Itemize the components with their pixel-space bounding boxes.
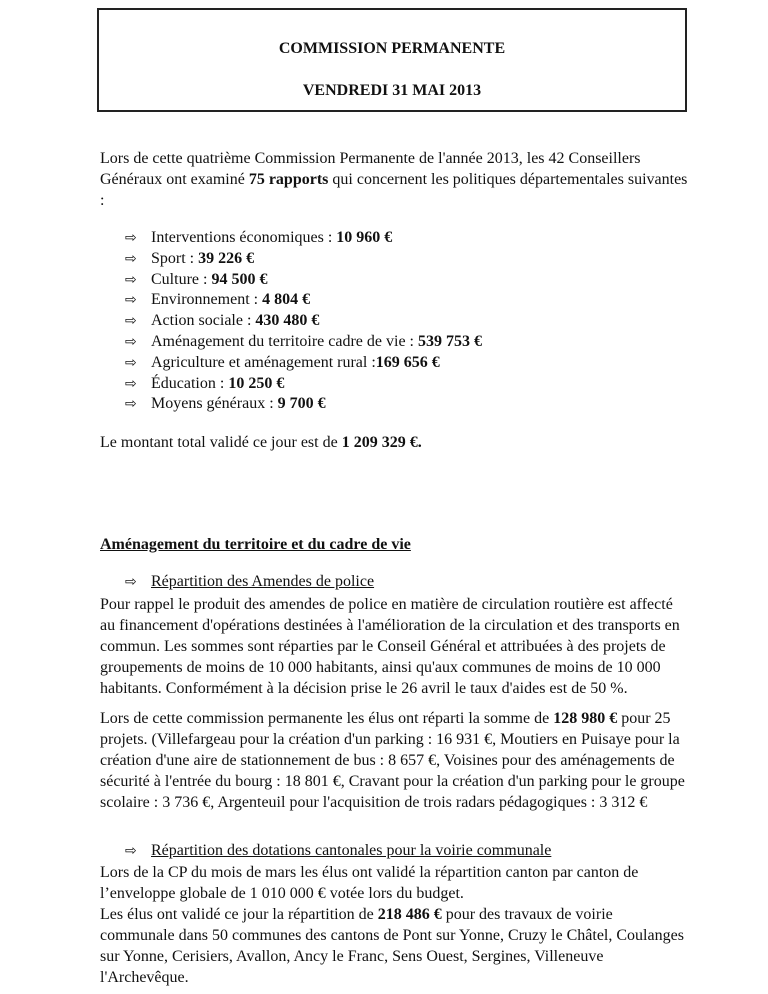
document-title: COMMISSION PERMANENTE bbox=[278, 40, 506, 57]
intro-text-bold: 75 rapports bbox=[248, 171, 329, 188]
policy-list bbox=[125, 228, 482, 415]
subsection-title: Répartition des Amendes de police bbox=[151, 573, 375, 590]
arrow-right-icon: ⇨ bbox=[125, 574, 137, 590]
policy-label: Action sociale : bbox=[151, 312, 256, 330]
arrow-right-icon: ⇨ bbox=[125, 843, 137, 859]
total-amount: 1 209 329 €. bbox=[341, 434, 422, 451]
policy-amount: 10 250 € bbox=[228, 374, 285, 392]
arrow-right-icon: ⇨ bbox=[125, 292, 137, 309]
policy-amount: 10 960 € bbox=[336, 229, 393, 246]
paragraph-amount: 128 980 € bbox=[553, 710, 618, 727]
total-line bbox=[100, 432, 422, 453]
intro-paragraph bbox=[100, 148, 690, 211]
policy-amount: 39 226 € bbox=[198, 249, 255, 267]
subsection-title: Répartition des dotations cantonales pour la voirie communale bbox=[151, 842, 552, 859]
policy-amount: 94 500 € bbox=[211, 270, 268, 288]
arrow-right-icon: ⇨ bbox=[125, 230, 137, 246]
policy-label: Sport : bbox=[151, 249, 199, 267]
paragraph-repartition bbox=[100, 708, 690, 813]
list-item bbox=[125, 394, 482, 415]
list-item bbox=[125, 270, 482, 291]
document-date: VENDREDI 31 MAI 2013 bbox=[302, 82, 482, 99]
paragraph-amendes: Pour rappel le produit des amendes de police en matière de circulation routière est affecté au financement d'opérations destinées à l'amélioration de la circulation et des transports en commun. Les sommes sont réparties par le Conseil Général et attribuées à des projets de groupements de moins de 10 000 habitants, ainsi qu'aux communes de moins de 10 000 habitants. Conformément à la décision prise le 26 avril le taux d'aides est de 50 %. bbox=[100, 596, 680, 697]
arrow-right-icon: ⇨ bbox=[125, 271, 137, 288]
paragraph-dotations: Lors de la CP du mois de mars les élus ont validé la répartition canton par canton de l’enveloppe globale de 1 010 000 € votée lors du budget. bbox=[100, 864, 639, 902]
arrow-right-icon: ⇨ bbox=[125, 396, 137, 413]
subsection-heading-amendes bbox=[125, 573, 374, 591]
list-item bbox=[125, 374, 482, 395]
policy-label: Environnement : bbox=[151, 291, 263, 309]
list-item bbox=[125, 290, 482, 311]
list-item bbox=[125, 332, 482, 353]
paragraph-voirie bbox=[100, 904, 690, 988]
paragraph-text-after: pour 25 projets. (Villefargeau pour la création d'un parking : 16 931 €, Moutiers en Puisaye pour la création d'une aire de stationnement de bus : 8 657 €, Voisines pour des aménagements de sécurité à l'entrée du bourg : 18 801 €, Cravant pour la création d'un parking pour le groupe scolaire : 3 736 €, Argenteuil pour l'acquisition de trois radars pédagogiques : 3 312 € bbox=[100, 710, 685, 811]
arrow-right-icon: ⇨ bbox=[125, 354, 137, 371]
arrow-right-icon: ⇨ bbox=[125, 250, 137, 267]
policy-amount: 430 480 € bbox=[255, 312, 320, 330]
paragraph-text-before: Lors de cette commission permanente les élus ont réparti la somme de bbox=[100, 710, 554, 727]
policy-amount: 4 804 € bbox=[262, 291, 311, 309]
paragraph-text-after: pour des travaux de voirie communale dans 50 communes des cantons de Pont sur Yonne, Cruzy le Châtel, Coulanges sur Yonne, Cerisiers, Avallon, Ancy le Franc, Sens Ouest, Sergines, Villeneuve l'Archevêque. bbox=[100, 906, 684, 986]
intro-text-before: Lors de cette quatrième Commission Permanente de l'année 2013, les 42 Conseillers Généraux ont examiné bbox=[100, 150, 641, 188]
list-item bbox=[125, 311, 482, 332]
arrow-right-icon: ⇨ bbox=[125, 333, 137, 350]
policy-amount: 539 753 € bbox=[418, 332, 482, 350]
paragraph-amount: 218 486 € bbox=[377, 906, 442, 923]
paragraph-text-before: Les élus ont validé ce jour la répartition de bbox=[100, 906, 378, 923]
policy-amount: 169 656 € bbox=[375, 353, 440, 371]
section-title: Aménagement du territoire et du cadre de vie bbox=[100, 536, 411, 553]
list-item bbox=[125, 228, 482, 249]
subsection-heading-dotations bbox=[125, 842, 551, 860]
list-item bbox=[125, 249, 482, 270]
policy-label: Éducation : bbox=[151, 374, 229, 392]
policy-label: Agriculture et aménagement rural : bbox=[151, 353, 376, 371]
policy-label: Aménagement du territoire cadre de vie : bbox=[151, 332, 418, 350]
policy-label: Moyens généraux : bbox=[151, 395, 278, 413]
total-text: Le montant total validé ce jour est de bbox=[100, 434, 342, 451]
arrow-right-icon: ⇨ bbox=[125, 375, 137, 392]
policy-amount: 9 700 € bbox=[277, 395, 326, 413]
intro-text-after: qui concernent les politiques départementales suivantes : bbox=[100, 171, 688, 209]
header-box bbox=[97, 8, 687, 112]
list-item bbox=[125, 353, 482, 374]
policy-label: Interventions économiques : bbox=[151, 229, 337, 246]
arrow-right-icon: ⇨ bbox=[125, 313, 137, 330]
policy-label: Culture : bbox=[151, 270, 212, 288]
